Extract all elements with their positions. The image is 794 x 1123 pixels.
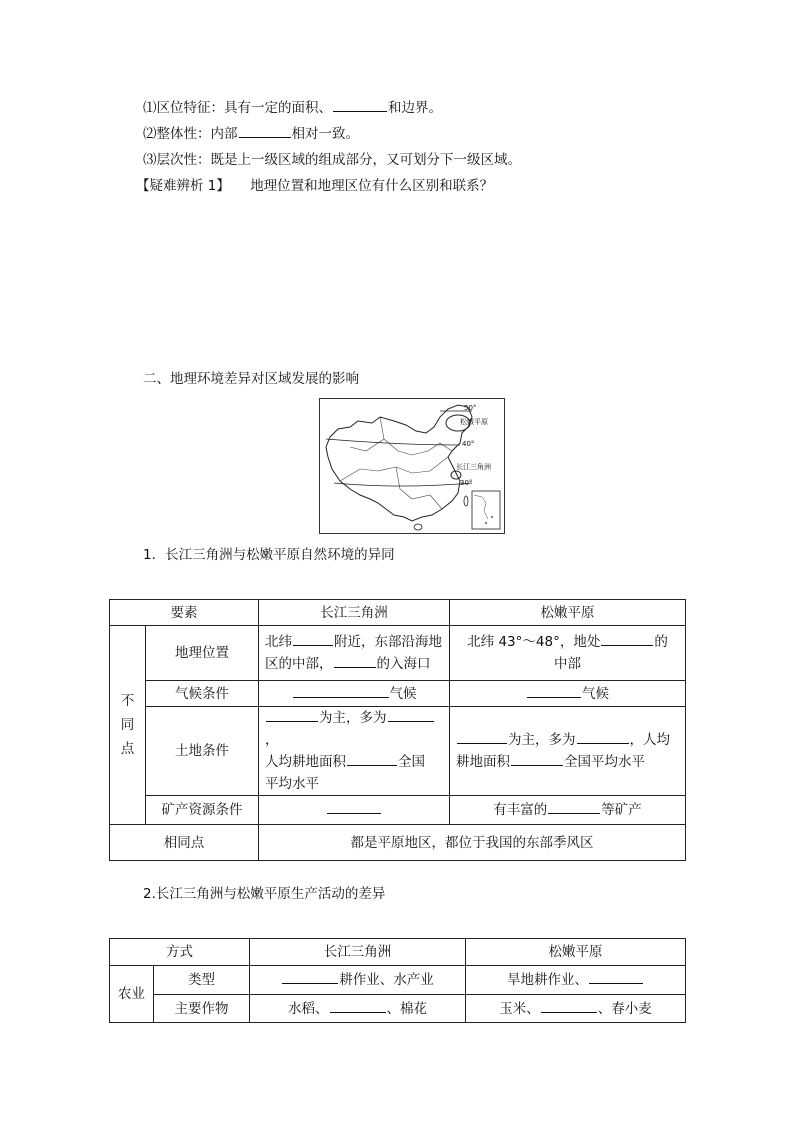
cell-text: 全国平均水平 <box>564 754 645 770</box>
diff-char: 点 <box>120 741 135 757</box>
cell-crops-yangtze <box>250 995 466 1023</box>
cell-climate-songnen <box>450 681 686 707</box>
inset-islands <box>491 516 493 518</box>
section-title: 二、地理环境差异对区域发展的影响 <box>143 371 359 387</box>
cell-text: 的入海口 <box>376 656 431 672</box>
blank-field[interactable] <box>541 998 597 1013</box>
cell-text: 北纬 43°～48°，地处 <box>467 634 601 650</box>
differences-label <box>110 626 146 825</box>
map-label-lat30: 30° <box>460 479 473 487</box>
cell-text: 耕作业、水产业 <box>339 972 434 988</box>
cell-location-songnen <box>450 626 686 681</box>
cell-crops-songnen <box>466 995 686 1023</box>
cell-similarities: 都是平原地区，都位于我国的东部季风区 <box>259 825 686 861</box>
table-header-row <box>110 939 686 966</box>
province-line <box>340 457 448 481</box>
table-row-crops <box>110 995 686 1023</box>
table-row-location <box>110 626 686 681</box>
production-table <box>109 938 686 1023</box>
cell-text: 水稻、 <box>288 1000 329 1017</box>
cell-text: 区的中部， <box>265 656 333 672</box>
blank-field[interactable] <box>457 729 507 744</box>
diff-char: 同 <box>120 717 135 733</box>
province-line <box>380 417 452 455</box>
cell-text: 有丰富的 <box>493 802 548 818</box>
row-label-land: 土地条件 <box>146 707 259 796</box>
header-factor: 要素 <box>110 600 259 626</box>
item-location-feature <box>143 97 442 118</box>
china-map-svg <box>320 399 504 533</box>
row-label-crops: 主要作物 <box>154 995 250 1023</box>
natural-environment-table <box>109 599 686 861</box>
map-label-lat40: 40° <box>462 440 475 448</box>
latitude-line-30 <box>334 483 472 486</box>
cell-text: 全国 <box>398 754 425 770</box>
cell-text: 、棉花 <box>386 1000 427 1017</box>
cell-text: ，人均 <box>629 732 670 748</box>
agriculture-label: 农业 <box>110 966 154 1023</box>
china-map-figure <box>319 398 505 534</box>
header-songnen: 松嫩平原 <box>450 600 686 626</box>
cell-text: 气候 <box>389 685 417 702</box>
analysis-tag: 【疑难辨析 1】 <box>136 178 230 194</box>
map-label-lat50: 50° <box>464 404 477 412</box>
item2-text-pre: ⑵整体性：内部 <box>143 126 238 142</box>
header-yangtze: 长江三角洲 <box>259 600 450 626</box>
item-integrity <box>143 123 359 144</box>
inset-islands <box>485 522 487 524</box>
cell-type-songnen <box>466 966 686 995</box>
map-label-songnen: 松嫩平原 <box>460 418 488 426</box>
subheading-text: 2.长江三角洲与松嫩平原生产活动的差异 <box>143 886 386 902</box>
subheading-production <box>143 884 385 904</box>
subheading-natural-environment <box>143 545 395 565</box>
header-mode: 方式 <box>110 939 250 966</box>
blank-field[interactable] <box>266 707 318 722</box>
map-label-yangtze: 长江三角洲 <box>456 463 491 471</box>
row-label-location: 地理位置 <box>146 626 259 681</box>
cell-text: 气候 <box>582 685 609 702</box>
cell-mineral-songnen <box>450 796 686 825</box>
table-row-climate <box>110 681 686 707</box>
blank-field[interactable] <box>333 97 387 112</box>
blank-field[interactable] <box>527 683 581 698</box>
row-label-mineral: 矿产资源条件 <box>146 796 259 825</box>
cell-text: 北纬 <box>265 634 292 650</box>
item2-text-post: 相对一致。 <box>291 126 359 142</box>
cell-land-yangtze <box>259 707 450 796</box>
blank-field[interactable] <box>293 683 389 698</box>
table-row-similarities <box>110 825 686 861</box>
blank-field[interactable] <box>282 969 338 984</box>
province-line <box>396 467 442 509</box>
cell-climate-yangtze <box>259 681 450 707</box>
cell-text: 的 <box>654 634 668 650</box>
cell-text: 中部 <box>554 656 581 672</box>
island-hainan <box>414 524 422 530</box>
cell-text: 附近，东部沿海地 <box>334 634 442 650</box>
cell-text: 为主，多为 <box>508 732 576 748</box>
subheading-text: 1．长江三角洲与松嫩平原自然环境的异同 <box>143 547 395 563</box>
row-label-type: 类型 <box>154 966 250 995</box>
island-taiwan <box>464 496 468 506</box>
cell-text: 、春小麦 <box>597 1000 652 1017</box>
cell-text: 等矿产 <box>601 802 642 818</box>
blank-field[interactable] <box>388 707 434 722</box>
item1-text-pre: ⑴区位特征：具有一定的面积、 <box>143 100 332 116</box>
blank-field[interactable] <box>347 751 397 766</box>
cell-text: 人均耕地面积 <box>265 754 346 770</box>
latitude-line-40 <box>326 439 460 445</box>
item-hierarchy <box>143 150 521 170</box>
cell-land-songnen <box>450 707 686 796</box>
blank-field[interactable] <box>577 729 629 744</box>
cell-text: 平均水平 <box>265 776 319 792</box>
cell-text: 玉米、 <box>499 1000 540 1017</box>
analysis-question-text: 地理位置和地理区位有什么区别和联系？ <box>250 178 494 194</box>
row-label-climate: 气候条件 <box>146 681 259 707</box>
analysis-question <box>136 176 493 196</box>
table-row-mineral <box>110 796 686 825</box>
blank-field[interactable] <box>511 751 563 766</box>
cell-location-yangtze <box>259 626 450 681</box>
inset-coast <box>474 495 488 519</box>
item3-text: ⑶层次性：既是上一级区域的组成部分，又可划分下一级区域。 <box>143 152 521 168</box>
header-yangtze: 长江三角洲 <box>250 939 466 966</box>
blank-field[interactable] <box>334 653 376 668</box>
diff-char: 不 <box>120 693 135 709</box>
item1-text-post: 和边界。 <box>388 100 442 116</box>
blank-field[interactable] <box>548 799 600 814</box>
blank-field[interactable] <box>239 123 291 138</box>
blank-field[interactable] <box>327 799 381 814</box>
blank-field[interactable] <box>293 631 333 646</box>
blank-field[interactable] <box>589 969 643 984</box>
cell-text: 为主，多为 <box>319 710 387 726</box>
table-header-row <box>110 600 686 626</box>
table-row-land <box>110 707 686 796</box>
cell-text: 旱地耕作业、 <box>507 972 588 988</box>
cell-text: 耕地面积 <box>456 754 510 770</box>
section-heading <box>143 369 359 389</box>
cell-mineral-yangtze <box>259 796 450 825</box>
blank-field[interactable] <box>330 998 386 1013</box>
row-label-similarities: 相同点 <box>110 825 259 861</box>
header-songnen: 松嫩平原 <box>466 939 686 966</box>
cell-type-yangtze <box>250 966 466 995</box>
cell-text: ， <box>265 732 279 748</box>
table-row-type <box>110 966 686 995</box>
blank-field[interactable] <box>601 631 653 646</box>
